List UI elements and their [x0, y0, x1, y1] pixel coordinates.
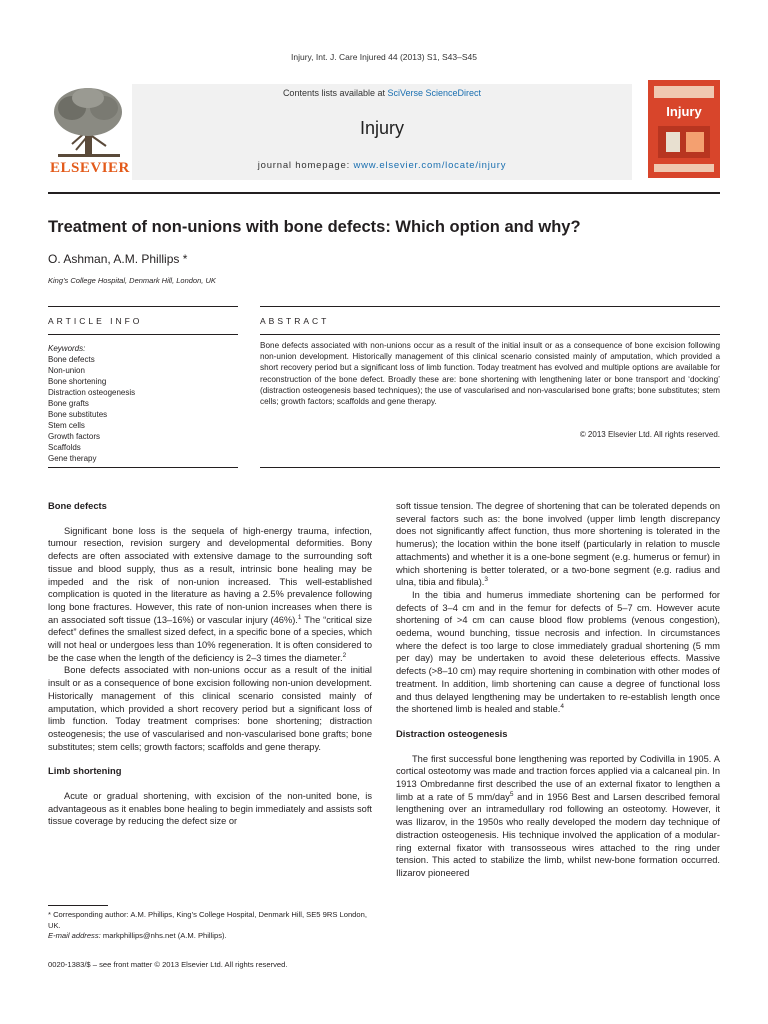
- paragraph-text: Significant bone loss is the sequela of high-energy trauma, infection, tumour resection, revision surgery and developmental deformities. Bony defects are often associated with extensive damage to the surrounding soft tissue and blood supply, thus as a result, intrinsic bone healing may be impeded and the risk of non-union increased. This well-established complication is quoted in the literature as having a 2.5% prevalence following long bone fractures. However, this rate of non-union increases when there is an associated soft tissue (13–16%) or vascular injury (46%).: [48, 525, 372, 625]
- journal-header: [48, 84, 720, 184]
- keyword-item: Non-union: [48, 366, 85, 375]
- body-column-right: [396, 500, 720, 880]
- keyword-item: Stem cells: [48, 421, 85, 430]
- paragraph-text: and in 1956 Best and Larsen described femoral lengthening over an intramedullary rod following an osteotomy. However, it was Ilizarov, in the 1950s who really developed the modern day technique of distraction osteogenesis. His technique involved the application of a modular-ring external fixator with transosseous wires attached to the ring under tension. This acted to stabilize the limb, whilst new-bone formation occurred. Ilizarov pioneered: [396, 791, 720, 878]
- paragraph-text: In the tibia and humerus immediate shortening can be performed for defects of 3–4 cm and in the femur for defects of 5–7 cm. However acute shortening of >4 cm can cause blood flow problems (venous congestion), oedema, wound bunching, tissue necrosis and infection. In circumstances where the defect is too large to close immediately gradual shortening (5 mm per day) may be undertaken to avoid these deleterious effects. Massive defects (>8–10 cm) may require shortening in combination with other modes of treatment. In addition, limb shortening can cause a degree of functional loss and thus delayed lengthening may be undertaken to re-establish length once the shortened limb is healed and stable.: [396, 589, 720, 715]
- abstract-heading: ABSTRACT: [260, 316, 330, 326]
- article-title: Treatment of non-unions with bone defects: Which option and why?: [48, 218, 581, 236]
- homepage-prefix: journal homepage:: [257, 160, 354, 171]
- keyword-item: Bone substitutes: [48, 410, 108, 419]
- email-address[interactable]: markphillips@nhs.net (A.M. Phillips).: [100, 931, 227, 940]
- abstract-top-rule: [260, 306, 720, 307]
- reference-marker[interactable]: 2: [342, 651, 347, 659]
- header-banner: [132, 84, 632, 180]
- keywords-block: [48, 343, 238, 464]
- paragraph: [396, 753, 720, 880]
- header-divider: [48, 192, 720, 194]
- paragraph: Bone defects associated with non-unions occur as a result of the initial insult or as a consequence of bone excision following non-union development. Historically management of this clinical scenario consisted mainly of amputation, which provided a short recovery period but a significant loss of limb function. Today treatment comprises: bone shortening; distraction osteogenesis; the use of vascularised and non-vascularised bone grafts; bone substitutes; stem cells; growth factors; scaffolds and gene therapy.: [48, 665, 372, 752]
- section-heading-distraction: Distraction osteogenesis: [396, 727, 508, 739]
- paragraph: [396, 589, 720, 716]
- cover-title: Injury: [666, 104, 702, 119]
- reference-marker[interactable]: 4: [560, 703, 564, 711]
- keyword-item: Bone defects: [48, 355, 95, 364]
- footnote: [48, 910, 378, 942]
- publisher-name: ELSEVIER: [50, 160, 130, 176]
- section-heading-bone-defects: Bone defects: [48, 500, 107, 511]
- footnote-divider: [48, 905, 108, 906]
- keyword-item: Growth factors: [48, 432, 101, 441]
- journal-cover: [648, 80, 720, 178]
- homepage-link[interactable]: www.elsevier.com/locate/injury: [353, 160, 507, 171]
- info-top-rule: [48, 306, 238, 307]
- paragraph: [396, 500, 720, 589]
- body-column-left: [48, 500, 372, 828]
- publisher-logo: [48, 84, 130, 180]
- abstract-bottom-rule: [260, 467, 720, 468]
- author-list: O. Ashman, A.M. Phillips *: [48, 252, 188, 266]
- affiliation: King’s College Hospital, Denmark Hill, London, UK: [48, 276, 216, 285]
- article-info-heading: ARTICLE INFO: [48, 316, 143, 326]
- paragraph-text: soft tissue tension. The degree of shortening that can be tolerated depends on several factors such as: the bone involved (upper limb length discrepancy does not significantly affect function, thus more shortening is tolerated in the humerus); the location within the bone itself (particularly in relation to muscle attachments) and whether it is a one-bone segment (e.g. humerus or femur) in which shortening is better tolerated, or a two-bone segment (e.g. radius and ulna, tibia and fibula).: [396, 501, 720, 588]
- reference-marker[interactable]: 1: [297, 613, 302, 621]
- info-bottom-rule: [48, 467, 238, 468]
- tree-logo-icon: [48, 84, 130, 158]
- abstract-text: Bone defects associated with non-unions occur as a result of the initial insult or as a consequence of bone excision following non-union development. Historically management of this clinical scenario consisted mainly of amputation, which provided a short recovery period but a significant loss of limb function. Today treatment has evolved and multiple options are available for reconstruction of the bone defect. Broadly these are: bone shortening with lengthening later or bone transport and ‘docking’ (distraction osteogenesis based techniques); the use of vascularised and non-vascularised bone grafts; bone substitutes; stem cells; growth factors; scaffolds and gene therapy.: [260, 341, 720, 407]
- keyword-item: Bone shortening: [48, 377, 107, 386]
- email-note: [48, 931, 378, 942]
- cover-art-icon: [648, 80, 720, 178]
- keyword-item: Bone grafts: [48, 399, 89, 408]
- reference-marker[interactable]: 5: [509, 790, 514, 798]
- homepage-line: [132, 160, 632, 171]
- paragraph-text: The “critical size defect” defines the smallest sized defect, in a specific bone of a species, which will not heal or undergoes less than 10% regeneration. It is often considered to be the case when the length of the deficiency is 2–3 times the diameter.: [48, 614, 372, 663]
- issn-line: 0020-1383/$ – see front matter © 2013 Elsevier Ltd. All rights reserved.: [48, 960, 288, 969]
- abstract-copyright: © 2013 Elsevier Ltd. All rights reserved.: [579, 430, 720, 439]
- section-heading-limb-shortening: Limb shortening: [48, 765, 122, 777]
- contents-prefix: Contents lists available at: [282, 88, 388, 98]
- journal-name: Injury: [359, 118, 404, 138]
- keyword-item: Distraction osteogenesis: [48, 388, 136, 397]
- info-mid-rule: [48, 334, 238, 335]
- journal-citation: Injury, Int. J. Care Injured 44 (2013) S1, S43–S45: [290, 52, 477, 62]
- paragraph-text: The first successful bone lengthening was reported by Codivilla in 1905. A cortical osteotomy was made and traction forces applied via a calcaneal pin. In 1913 Ombredanne first described the use of an external fixator to lengthen a limb at a rate of 5 mm/day: [396, 753, 720, 802]
- keyword-item: Scaffolds: [48, 443, 81, 452]
- corresponding-author-note: * Corresponding author: A.M. Phillips, King’s College Hospital, Denmark Hill, SE5 9RS London, UK.: [48, 910, 367, 930]
- sciencedirect-link[interactable]: SciVerse ScienceDirect: [387, 88, 482, 98]
- reference-marker[interactable]: 3: [484, 576, 489, 584]
- abstract-mid-rule: [260, 334, 720, 335]
- paragraph: [48, 525, 372, 665]
- contents-line: [132, 88, 632, 98]
- keywords-label: Keywords:: [48, 344, 86, 353]
- keyword-item: Gene therapy: [48, 454, 97, 463]
- email-label: E-mail address:: [48, 931, 101, 940]
- paragraph: Acute or gradual shortening, with excision of the non-united bone, is advantageous as it enables bone healing to begin immediately and assists soft tissue coverage by reducing the defect size or: [48, 791, 372, 827]
